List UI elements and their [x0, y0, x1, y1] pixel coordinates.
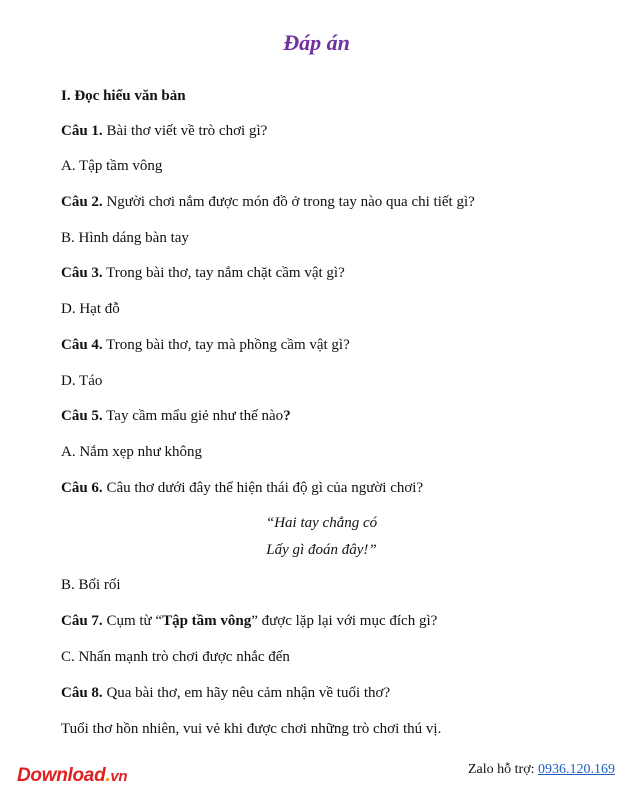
poem-line-2: Lấy gì đoán đây!” — [266, 542, 377, 558]
question-text: Trong bài thơ, tay nắm chặt cầm vật gì? — [102, 265, 345, 281]
question-label: Câu 4. — [61, 337, 103, 353]
answer-2: B. Hình dáng bàn tay — [61, 230, 189, 246]
question-6 — [61, 479, 423, 497]
question-label: Câu 8. — [61, 685, 103, 701]
question-2 — [61, 193, 475, 211]
support-label: Zalo hỗ trợ: — [468, 762, 538, 777]
question-label: Câu 1. — [61, 123, 103, 139]
answer-1: A. Tập tầm vông — [61, 158, 163, 174]
logo-text: Download — [17, 765, 106, 786]
answer-3: D. Hạt đỗ — [61, 301, 120, 317]
question-text: Người chơi nắm được món đồ ở trong tay nào qua chi tiết gì? — [102, 194, 475, 210]
question-text-after: ” được lặp lại với mục đích gì? — [251, 613, 438, 629]
question-text: Câu thơ dưới đây thể hiện thái độ gì của người chơi? — [102, 480, 424, 496]
question-label: Câu 5. — [61, 408, 103, 424]
question-text: Qua bài thơ, em hãy nêu cảm nhận về tuổi thơ? — [102, 685, 391, 701]
question-4 — [61, 336, 350, 354]
answer-8: Tuổi thơ hồn nhiên, vui vẻ khi được chơi những trò chơi thú vị. — [61, 721, 442, 737]
question-label: Câu 6. — [61, 480, 103, 496]
section-heading: I. Đọc hiểu văn bản — [61, 88, 186, 104]
answer-7: C. Nhấn mạnh trò chơi được nhắc đến — [61, 649, 290, 665]
page-title: Đáp án — [283, 30, 350, 55]
question-label: Câu 3. — [61, 265, 103, 281]
logo-dot: . — [105, 765, 111, 786]
question-label: Câu 2. — [61, 194, 103, 210]
question-3 — [61, 264, 345, 282]
support-phone-link[interactable]: 0936.120.169 — [538, 762, 615, 777]
question-text: Trong bài thơ, tay mà phồng cầm vật gì? — [102, 337, 350, 353]
question-text-before: Cụm từ “ — [102, 613, 163, 629]
question-8 — [61, 684, 390, 702]
question-mark: ? — [283, 408, 291, 424]
poem-line-1: “Hai tay chẳng có — [265, 515, 378, 531]
support-footer — [468, 762, 615, 778]
answer-5: A. Nắm xẹp như không — [61, 444, 203, 460]
question-label: Câu 7. — [61, 613, 103, 629]
question-text: Bài thơ viết về trò chơi gì? — [102, 123, 268, 139]
logo-tld: vn — [110, 768, 128, 785]
download-logo[interactable] — [17, 765, 127, 787]
question-7 — [61, 612, 437, 630]
answer-4: D. Táo — [61, 373, 103, 389]
answer-6: B. Bối rối — [61, 577, 121, 593]
question-text: Tay cầm mẩu giẻ như thế nào — [102, 408, 284, 424]
question-5 — [61, 407, 291, 425]
question-1 — [61, 122, 267, 140]
question-keyword: Tập tầm vông — [162, 613, 252, 629]
